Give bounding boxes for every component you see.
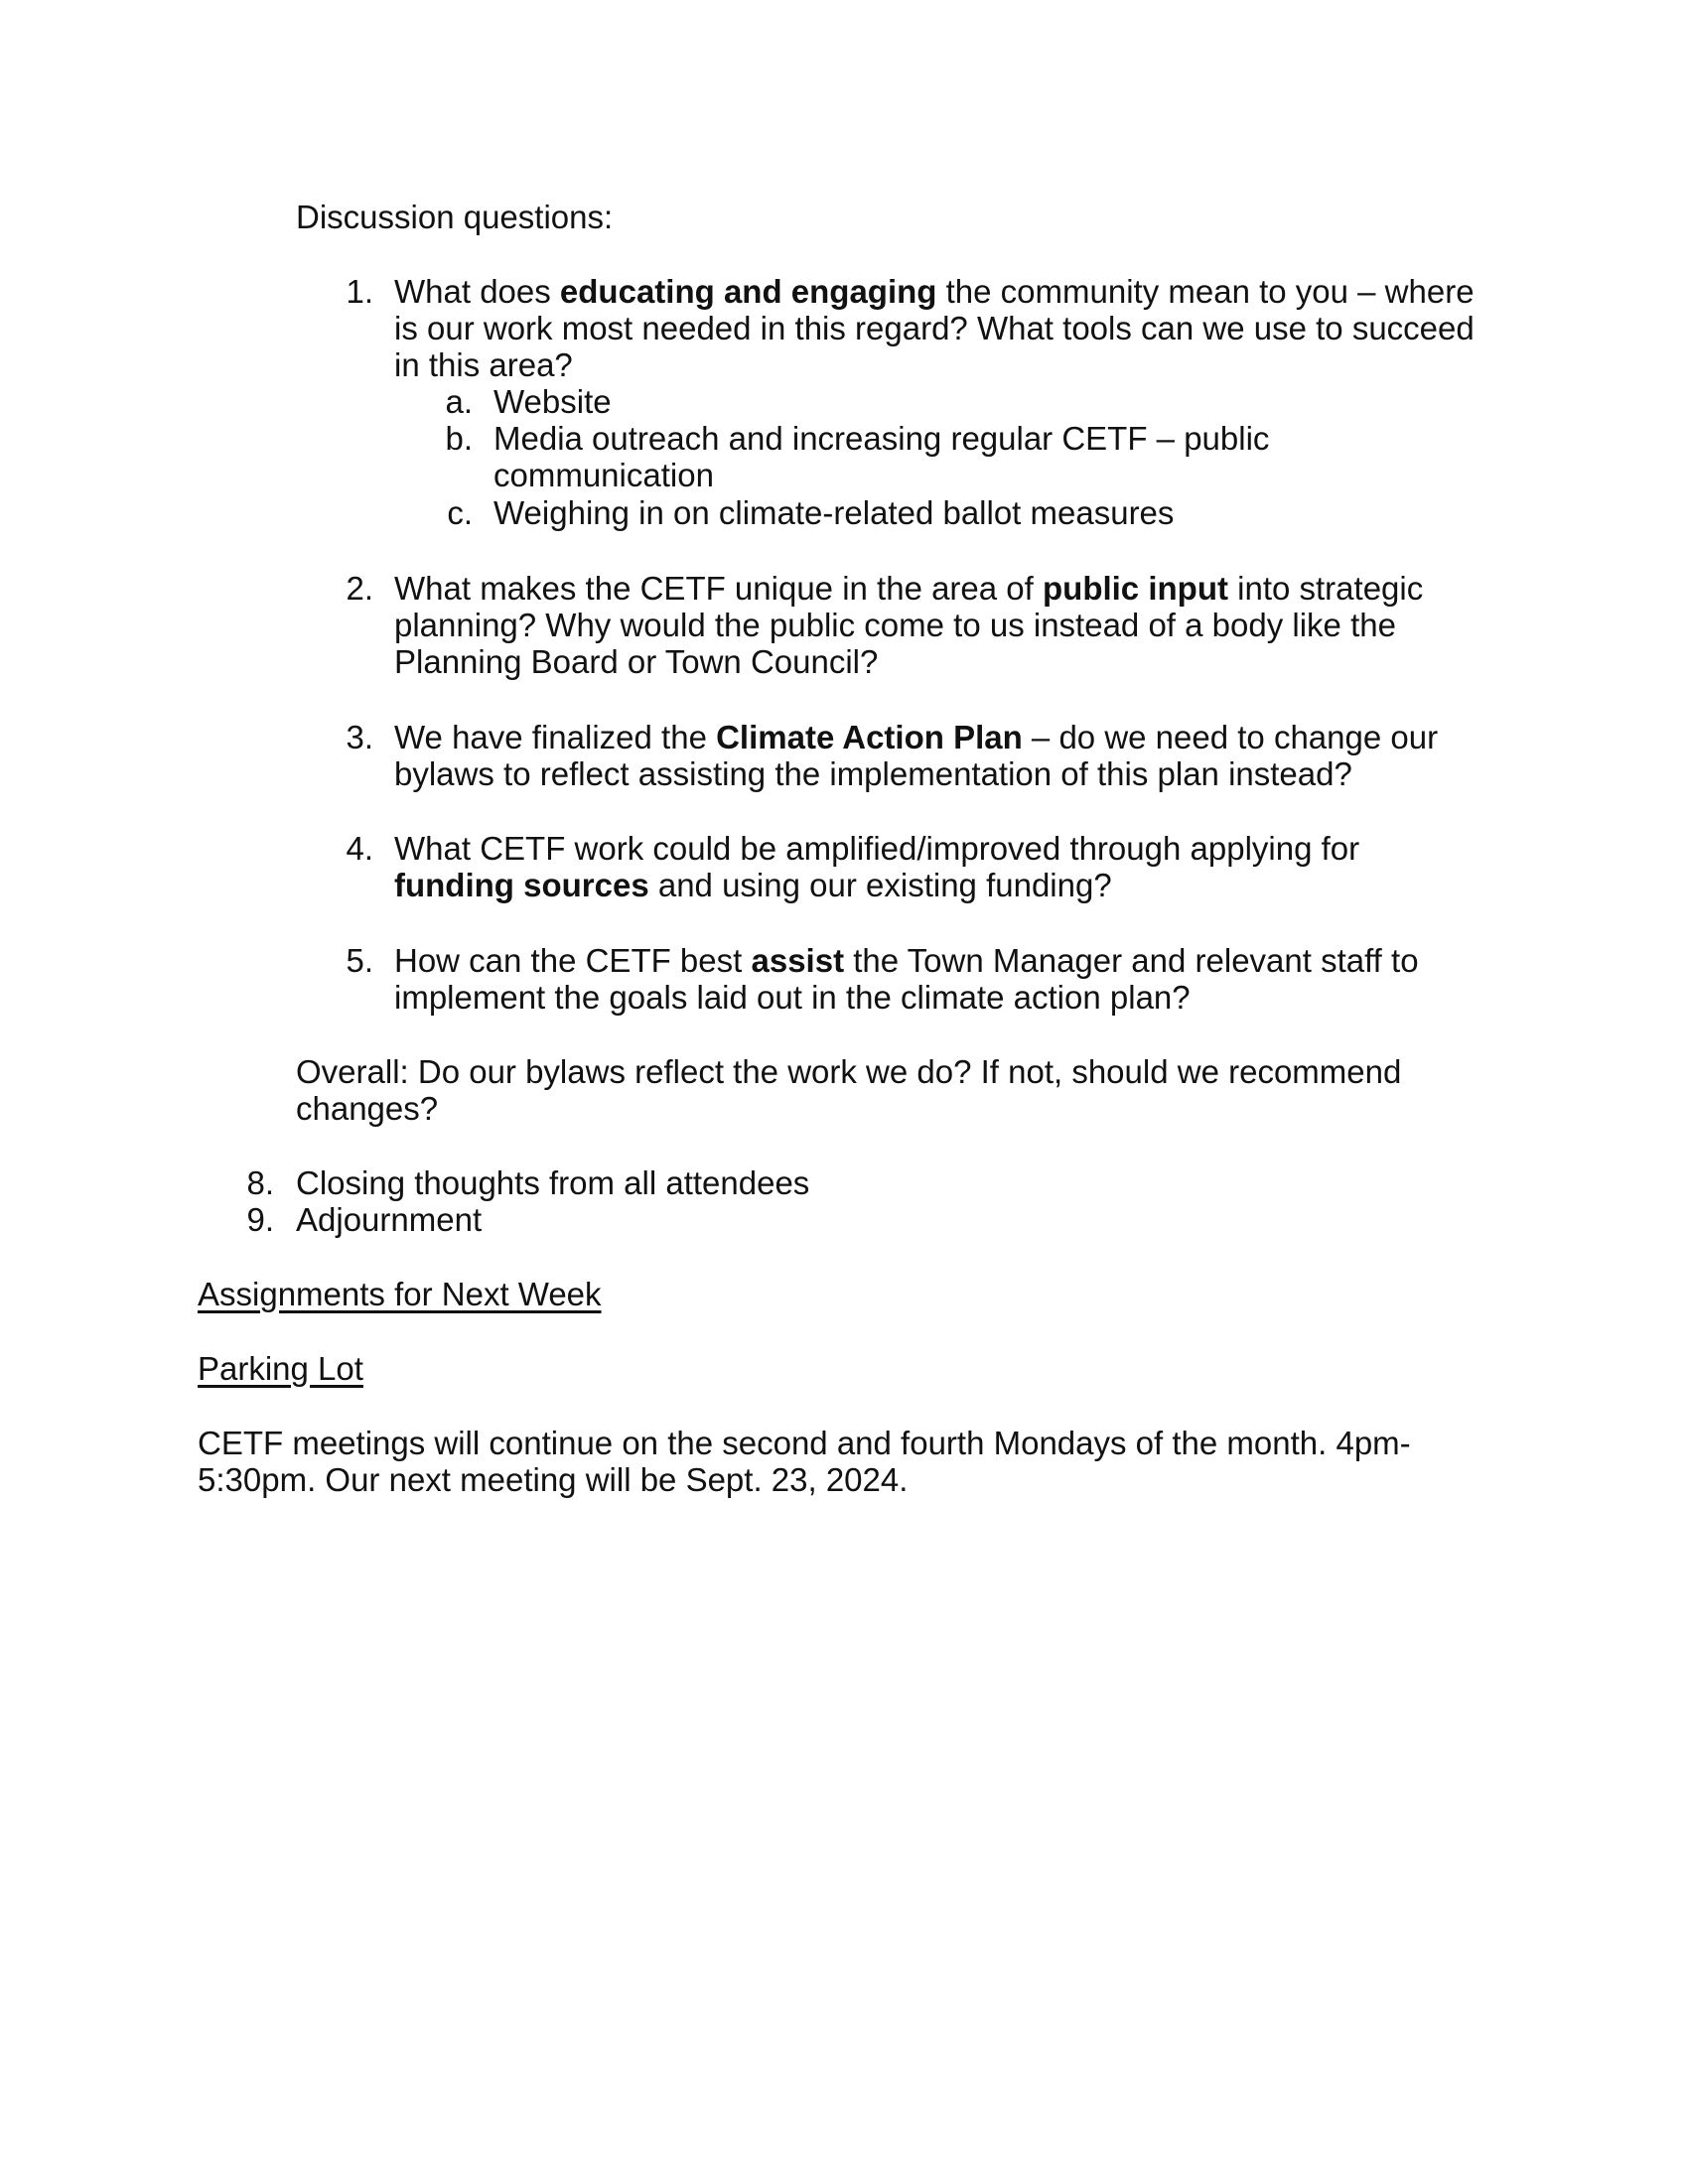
emphasis-text: funding sources — [394, 867, 649, 903]
question-line: What does educating and engaging the community mean to you – where — [394, 273, 1475, 310]
parking-lot-heading: Parking Lot — [198, 1350, 363, 1387]
sub-item-marker: c. — [447, 494, 473, 531]
assignments-heading: Assignments for Next Week — [198, 1276, 602, 1312]
sub-item-text: Website — [493, 383, 612, 420]
emphasis-text: Climate Action Plan — [716, 719, 1023, 755]
emphasis-text: assist — [751, 942, 845, 979]
agenda-marker: 8. — [246, 1164, 274, 1201]
agenda-marker: 9. — [246, 1201, 274, 1238]
discussion-heading: Discussion questions: — [296, 199, 614, 235]
question-marker: 3. — [346, 719, 373, 755]
sub-item-text: Weighing in on climate-related ballot measures — [493, 494, 1175, 531]
question-marker: 1. — [346, 273, 373, 310]
question-line: in this area? — [394, 346, 573, 383]
sub-item-marker: a. — [445, 383, 473, 420]
closing-line: CETF meetings will continue on the second and fourth Mondays of the month. 4pm- — [198, 1425, 1411, 1461]
overall-line: Overall: Do our bylaws reflect the work we do? If not, should we recommend — [296, 1053, 1402, 1090]
overall-line: changes? — [296, 1090, 439, 1127]
question-line: What CETF work could be amplified/improved through applying for — [394, 830, 1360, 867]
question-line: Planning Board or Town Council? — [394, 643, 879, 680]
emphasis-text: public input — [1043, 570, 1228, 607]
question-line: planning? Why would the public come to us instead of a body like the — [394, 607, 1396, 643]
question-line: implement the goals laid out in the climate action plan? — [394, 979, 1191, 1016]
question-line: bylaws to reflect assisting the implementation of this plan instead? — [394, 755, 1352, 792]
sub-item-text: communication — [493, 457, 714, 493]
closing-line: 5:30pm. Our next meeting will be Sept. 23, 2024. — [198, 1461, 909, 1498]
emphasis-text: and engaging — [723, 273, 937, 310]
question-line: We have finalized the Climate Action Plan – do we need to change our — [394, 719, 1439, 755]
sub-item-text: Media outreach and increasing regular CETF – public — [493, 420, 1270, 457]
question-marker: 5. — [346, 942, 373, 979]
question-line: How can the CETF best assist the Town Manager and relevant staff to — [394, 942, 1419, 979]
agenda-text: Adjournment — [296, 1201, 483, 1238]
agenda-text: Closing thoughts from all attendees — [296, 1164, 810, 1201]
sub-item-marker: b. — [445, 420, 473, 457]
emphasis-text: educating — [559, 273, 715, 310]
question-marker: 4. — [346, 830, 373, 867]
question-line: funding sources and using our existing funding? — [394, 867, 1112, 903]
question-line: is our work most needed in this regard? What tools can we use to succeed — [394, 310, 1475, 346]
question-line: What makes the CETF unique in the area of public input into strategic — [394, 570, 1424, 607]
question-marker: 2. — [346, 570, 373, 607]
